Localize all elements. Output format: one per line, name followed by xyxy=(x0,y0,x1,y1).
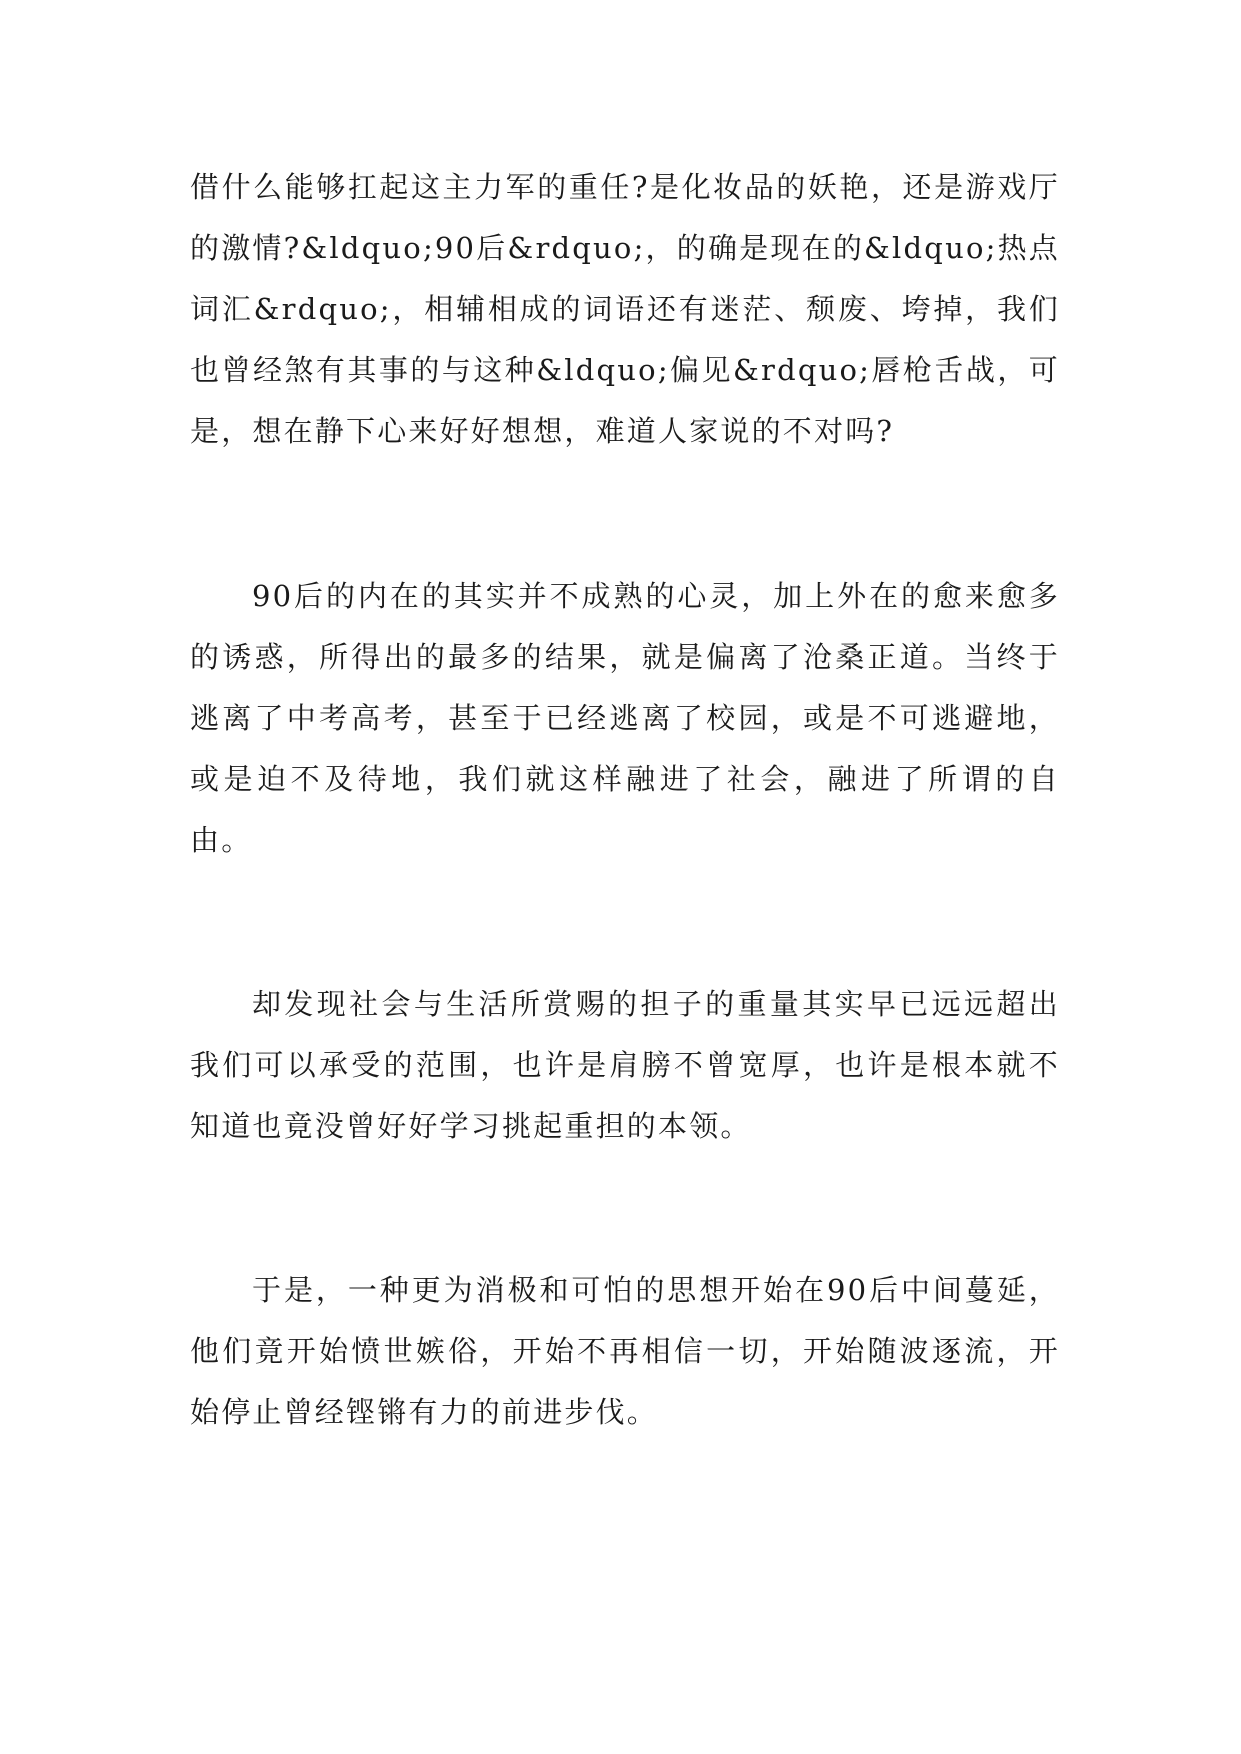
paragraph-1: 借什么能够扛起这主力军的重任?是化妆品的妖艳，还是游戏厅的激情?&ldquo;90后&rdquo;，的确是现在的&ldquo;热点词汇&rdquo;，相辅相成的词语还有迷茫、颓废、垮掉，我们也曾经煞有其事的与这种&ldquo;偏见&rdquo;唇枪舌战，可是，想在静下心来好好想想，难道人家说的不对吗? xyxy=(190,170,1060,448)
paragraph-4: 于是，一种更为消极和可怕的思想开始在90后中间蔓延，他们竟开始愤世嫉俗，开始不再相信一切，开始随波逐流，开始停止曾经铿锵有力的前进步伐。 xyxy=(190,1273,1060,1429)
paragraph-3: 却发现社会与生活所赏赐的担子的重量其实早已远远超出我们可以承受的范围，也许是肩膀不曾宽厚，也许是根本就不知道也竟没曾好好学习挑起重担的本领。 xyxy=(190,987,1060,1143)
paragraph-2: 90后的内在的其实并不成熟的心灵，加上外在的愈来愈多的诱惑，所得出的最多的结果，就是偏离了沧桑正道。当终于逃离了中考高考，甚至于已经逃离了校园，或是不可逃避地，或是迫不及待地，我们就这样融进了社会，融进了所谓的自由。 xyxy=(190,579,1060,857)
